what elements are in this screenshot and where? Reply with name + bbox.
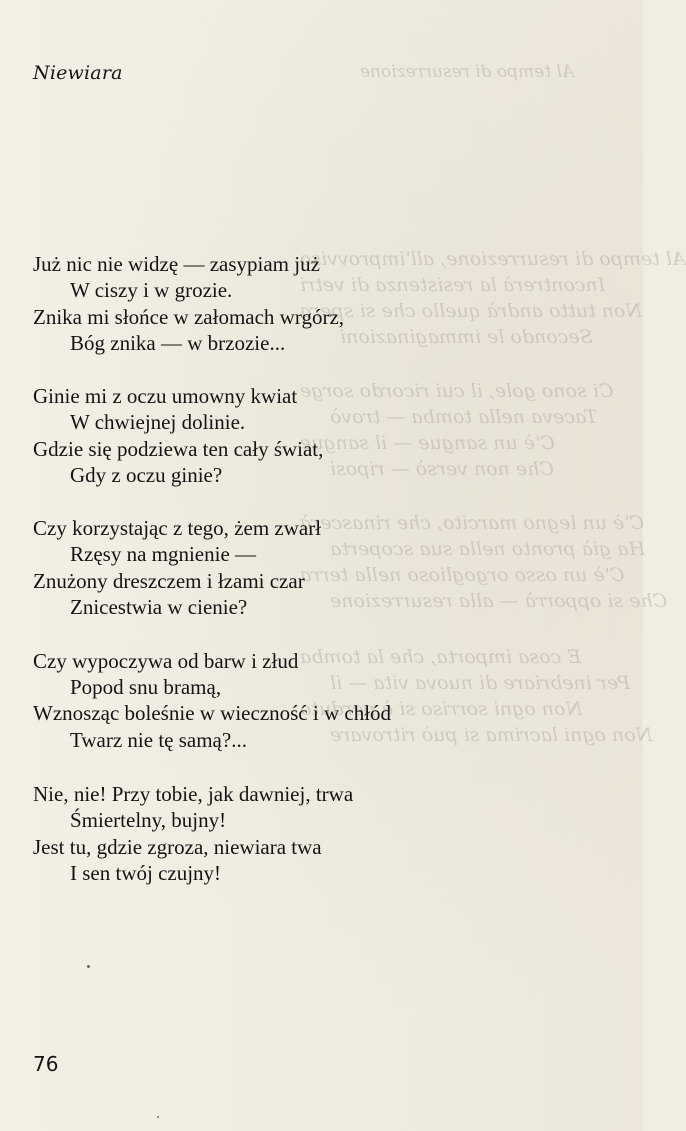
bleed-through-decoration: Ha già pronto nella sua scoperta xyxy=(330,538,646,560)
verse-line: Rzęsy na mgnienie — xyxy=(70,542,257,566)
bleed-through-decoration: C'è un osso orgoglioso nella terra xyxy=(300,564,625,586)
verse-line: Wznosząc boleśnie w wieczność i w chłód xyxy=(33,701,392,725)
verse-line: Popod snu bramą, xyxy=(70,675,222,699)
paper-speck xyxy=(157,1116,159,1118)
page-number: 76 xyxy=(33,1052,59,1076)
verse-line: Gdy z oczu ginie? xyxy=(70,463,223,487)
bleed-through-decoration: Al tempo di resurrezione, all'improvviso xyxy=(300,248,686,270)
bleed-through-decoration: Taceva nella tomba — trovò xyxy=(330,406,598,428)
bleed-through-decoration: C'è un legno marcito, che rinascerà xyxy=(300,512,644,534)
verse-line: Jest tu, gdzie zgroza, niewiara twa xyxy=(33,835,322,859)
bleed-through-decoration: Che si opporrà — alla resurrezione xyxy=(330,590,668,612)
bleed-through-decoration: Secondo le immaginazioni xyxy=(340,326,593,348)
verse-line: Bóg znika — w brzozie... xyxy=(70,331,286,355)
verse-line: Ginie mi z oczu umowny kwiat xyxy=(33,384,298,408)
verse-line: Śmiertelny, bujny! xyxy=(70,808,227,832)
verse-line: Znika mi słońce w załomach wrgórz, xyxy=(33,305,345,329)
verse-line: Czy korzystając z tego, żem zwarł xyxy=(33,516,322,540)
bleed-through-decoration: Incontrerà la resistenza di vetri xyxy=(300,274,606,296)
bleed-through-decoration: Non ogni lacrima si può ritrovare xyxy=(330,724,653,746)
verse-line: Nie, nie! Przy tobie, jak dawniej, trwa xyxy=(33,782,354,806)
running-head-title: Niewiara xyxy=(33,62,123,84)
bleed-through-decoration: E cosa importa, che la tomba xyxy=(300,646,582,668)
verse-line: Już nic nie widzę — zasypiam już xyxy=(33,252,320,276)
bleed-through-decoration: Che non versò — riposi xyxy=(330,458,554,480)
bleed-through-decoration: Per inebriare di nuova vita — il xyxy=(330,672,631,694)
paper-speck xyxy=(87,965,90,968)
bleed-through-decoration: C'è un sangue — il sangue xyxy=(300,432,555,454)
verse-line: Znużony dreszczem i łzami czar xyxy=(33,569,305,593)
verse-line: W chwiejnej dolinie. xyxy=(70,410,246,434)
verse-line: I sen twój czujny! xyxy=(70,861,222,885)
bleed-through-decoration: Non tutto andrà quello che si spera xyxy=(300,300,643,322)
bleed-through-decoration: Al tempo di resurrezione xyxy=(360,62,575,82)
verse-line: W ciszy i w grozie. xyxy=(70,278,233,302)
verse-line: Znicestwia w cienie? xyxy=(70,595,248,619)
verse-line: Twarz nie tę samą?... xyxy=(70,728,247,752)
bleed-through-decoration: Ci sono gole, il cui ricordo sorge xyxy=(300,380,614,402)
bleed-through-decoration: Non ogni sorriso si è perduto xyxy=(300,698,583,720)
verse-line: Gdzie się podziewa ten cały świat, xyxy=(33,437,324,461)
verse-line: Czy wypoczywa od barw i złud xyxy=(33,649,299,673)
